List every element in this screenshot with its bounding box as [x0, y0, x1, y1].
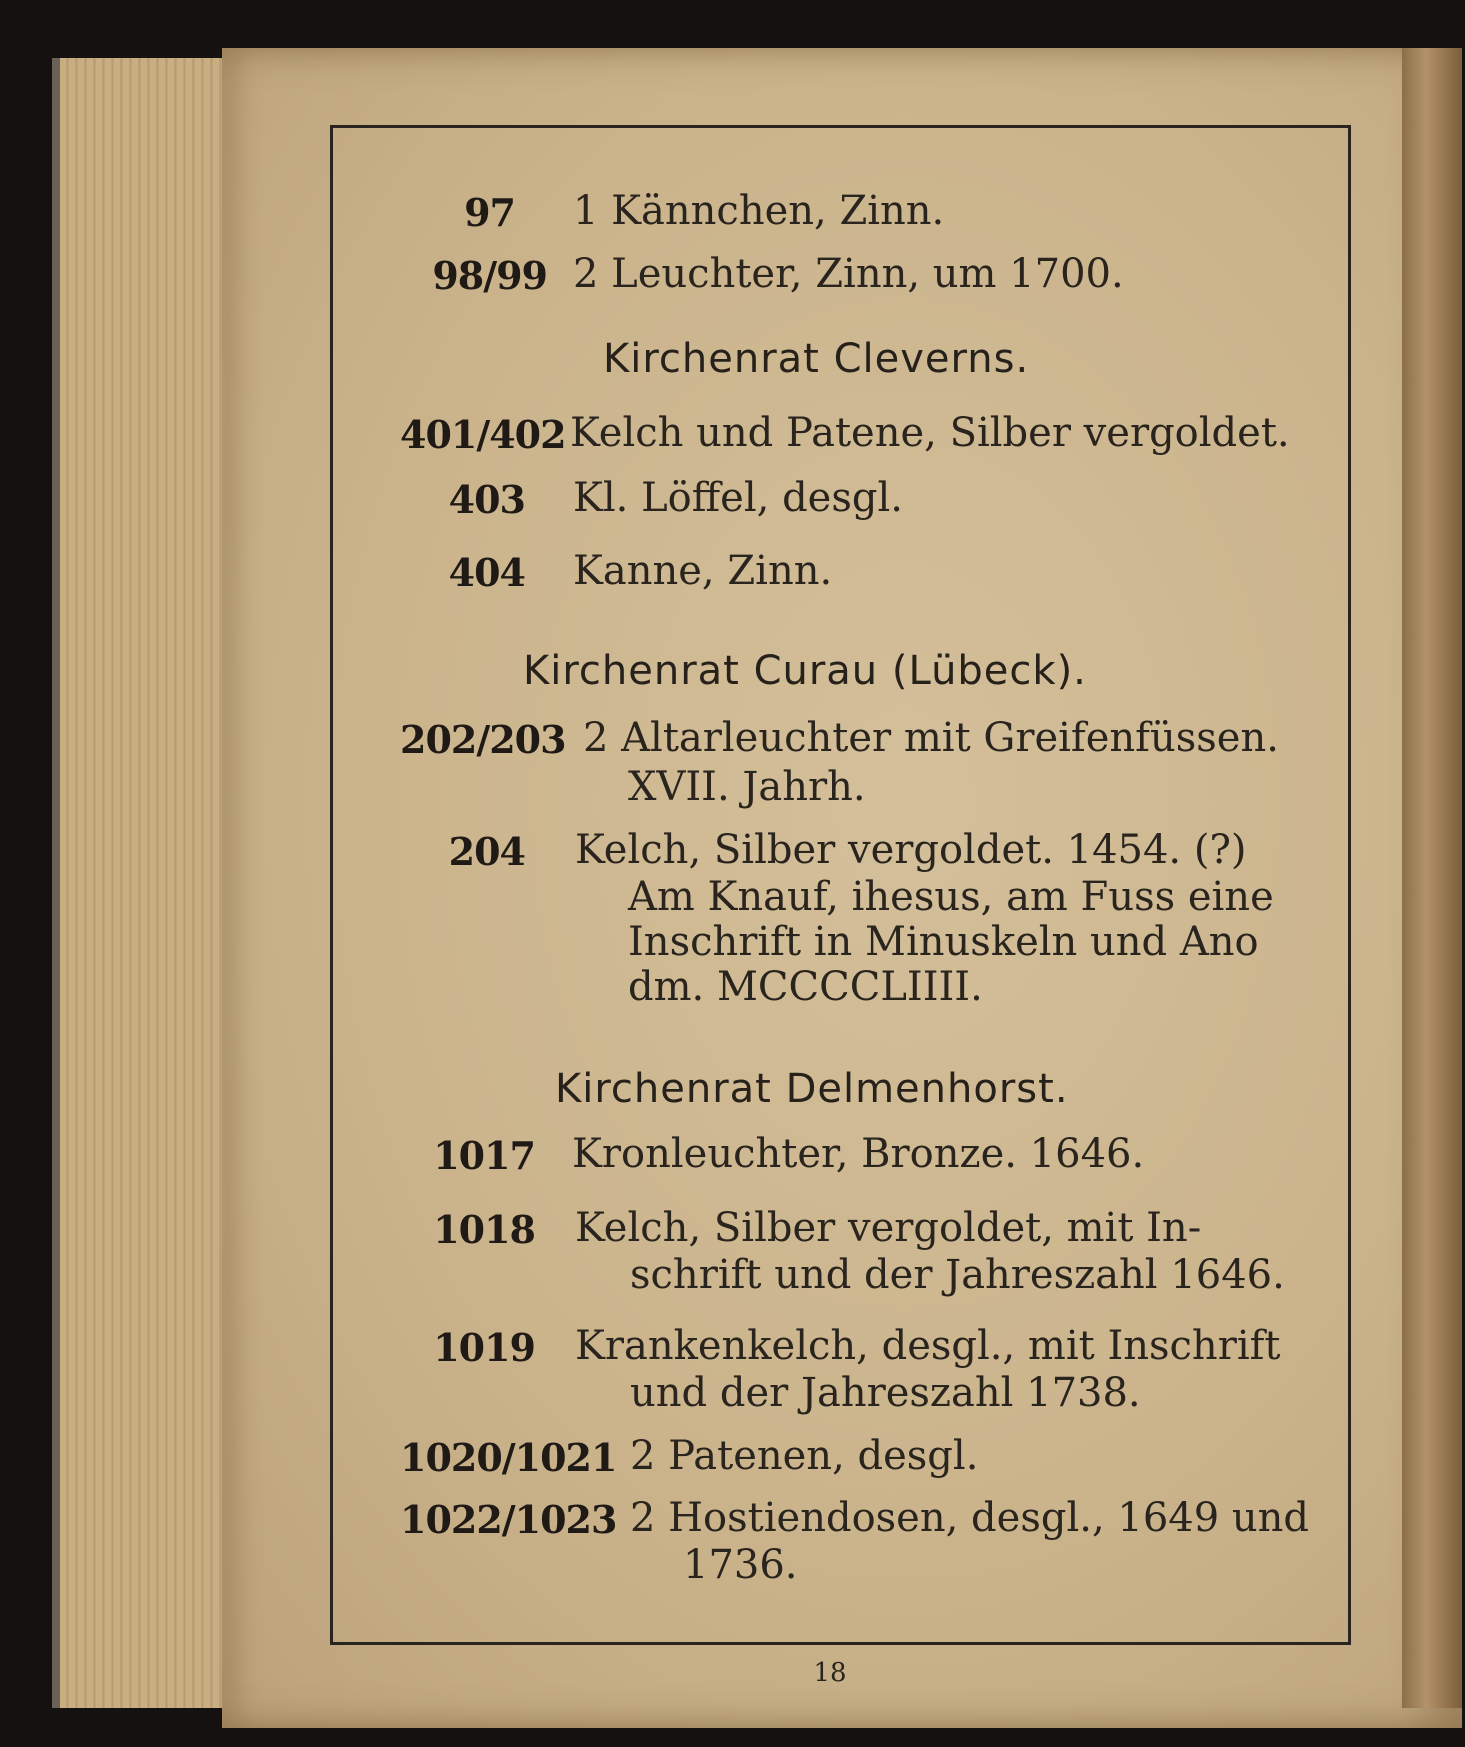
entry-text: Kanne, Zinn. [573, 548, 833, 594]
entry-text: 2 Altarleuchter mit Greifenfüssen. [583, 715, 1279, 761]
entry-number: 404 [448, 550, 525, 595]
entry-number: 401/402 [400, 412, 566, 457]
section-heading-text: Kirchenrat Delmenhorst. [555, 1066, 1069, 1112]
page-edges [52, 58, 250, 1708]
entry-continuation: 1736. [683, 1542, 798, 1588]
entry-text: Kelch, Silber vergoldet, mit In- [575, 1205, 1202, 1251]
entry-text: Kronleuchter, Bronze. 1646. [572, 1131, 1145, 1177]
entry-number: 1022/1023 [400, 1497, 617, 1542]
entry-number: 1018 [433, 1207, 535, 1252]
entry-text: Kelch, Silber vergoldet. 1454. (?) [575, 827, 1247, 873]
entry-text: 1 Kännchen, Zinn. [573, 188, 945, 234]
entry-text: Kelch und Patene, Silber vergoldet. [570, 410, 1290, 456]
entry-continuation: XVII. Jahrh. [628, 764, 866, 810]
section-heading-text: Kirchenrat Cleverns. [603, 336, 1030, 382]
entry-number: 1017 [433, 1133, 535, 1178]
page-number: 18 [813, 1658, 847, 1688]
entry-continuation: Am Knauf, ihesus, am Fuss eine [628, 874, 1274, 920]
entry-continuation: schrift und der Jahreszahl 1646. [630, 1252, 1285, 1298]
entry-number: 202/203 [400, 717, 566, 762]
entry-number: 97 [464, 190, 515, 235]
entry-continuation: dm. MCCCCLIIII. [628, 964, 983, 1010]
section-heading-text: Kirchenrat Curau (Lübeck). [523, 648, 1087, 694]
entry-number: 403 [448, 477, 525, 522]
entry-text: 2 Patenen, desgl. [630, 1433, 979, 1479]
entry-text: 2 Hostiendosen, desgl., 1649 und [630, 1495, 1310, 1541]
book-gutter [1402, 48, 1462, 1708]
entry-number: 1019 [433, 1325, 535, 1370]
entry-text: 2 Leuchter, Zinn, um 1700. [573, 251, 1124, 297]
entry-continuation: und der Jahreszahl 1738. [630, 1370, 1141, 1416]
entry-number: 98/99 [432, 253, 547, 298]
entry-number: 1020/1021 [400, 1435, 617, 1480]
entry-text: Krankenkelch, desgl., mit Inschrift [575, 1323, 1281, 1369]
entry-number: 204 [448, 829, 525, 874]
entry-text: Kl. Löffel, desgl. [573, 475, 903, 521]
entry-continuation: Inschrift in Minuskeln und Ano [628, 919, 1259, 965]
